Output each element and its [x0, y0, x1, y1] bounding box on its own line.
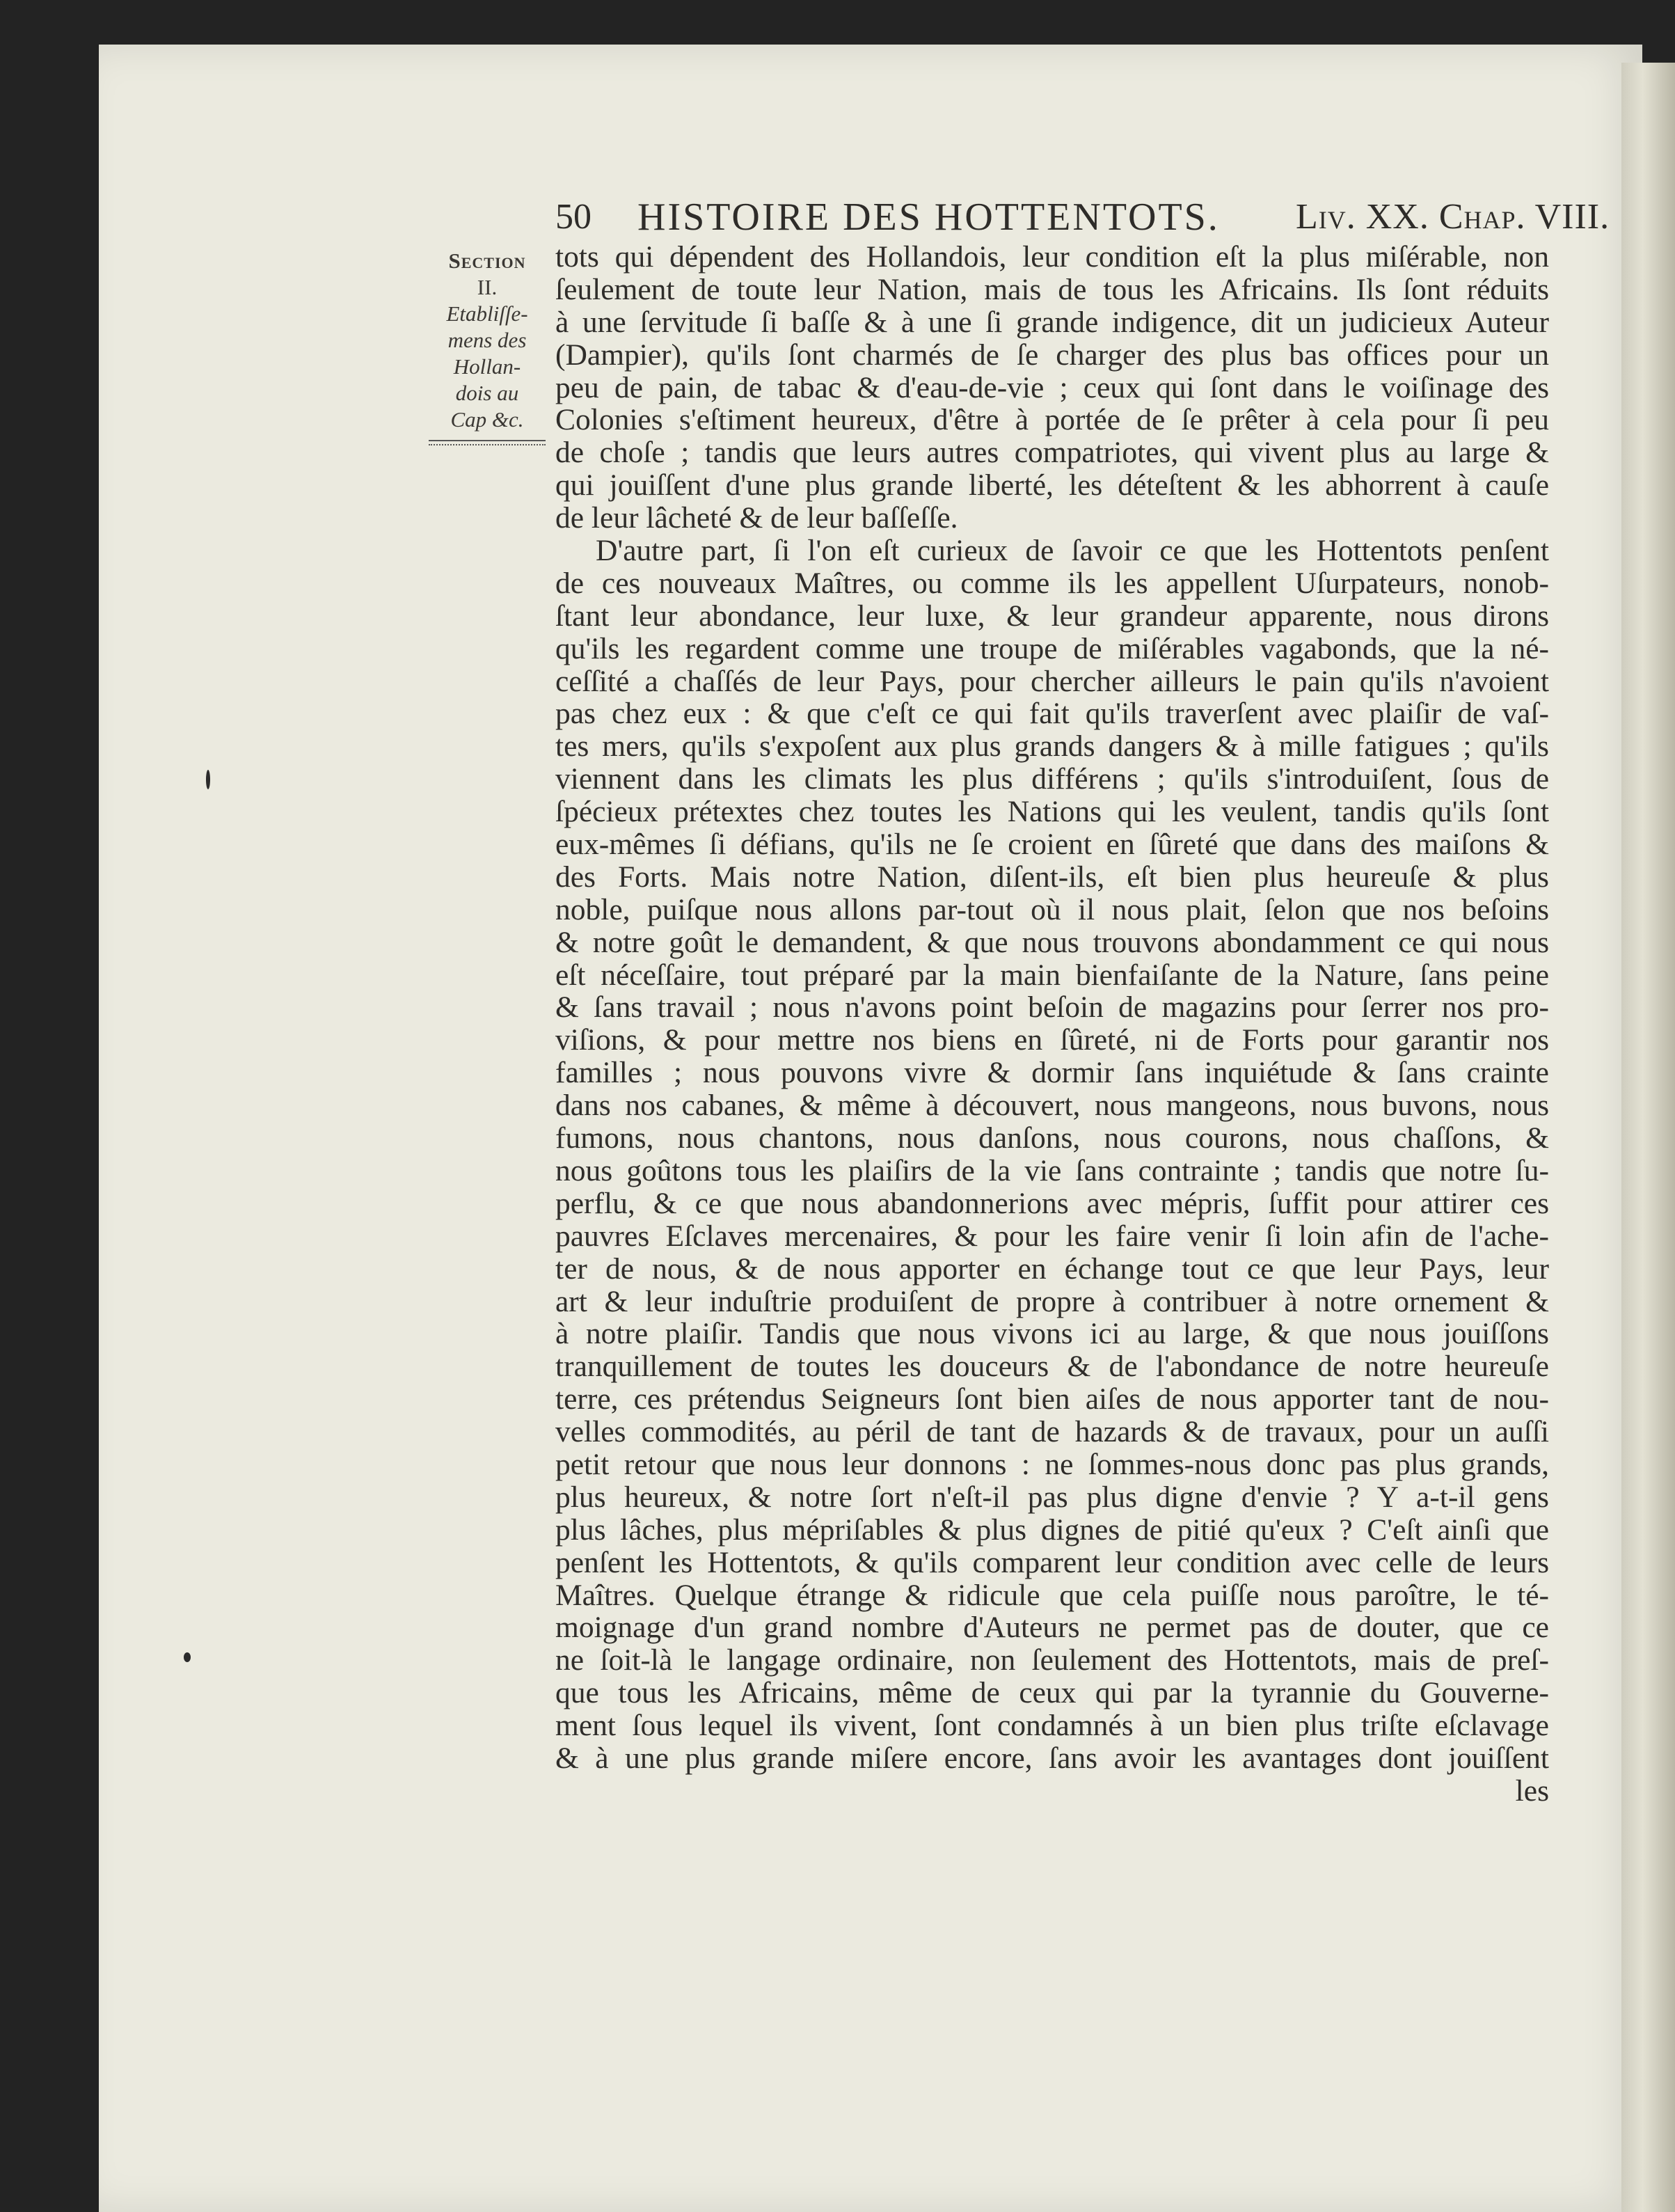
text-line: moignage d'un grand nombre d'Auteurs ne permet pas de douter, que ce — [555, 1611, 1549, 1645]
text-line: velles commodités, au péril de tant de hazards & de travaux, pour un auſſi — [555, 1415, 1549, 1449]
text-line: de leur lâcheté & de leur baſſeſſe. — [555, 501, 958, 535]
text-line: ceſſité a chaſſés de leur Pays, pour chercher ailleurs le pain qu'ils n'avoient — [555, 664, 1549, 698]
text-line: ment ſous lequel ils vivent, ſont condamnés à un bien plus triſte eſclavage — [555, 1709, 1549, 1743]
text-line: penſent les Hottentots, & qu'ils comparent leur condition avec celle de leurs — [555, 1545, 1549, 1579]
text-line: D'autre part, ſi l'on eſt curieux de ſavoir ce que les Hottentots penſent — [596, 534, 1549, 568]
text-line: pas chez eux : & que c'eſt ce qui fait qu'ils traverſent avec plaiſir de vaſ- — [555, 697, 1549, 731]
text-line: à une ſervitude ſi baſſe & à une ſi grande indigence, dit un judicieux Auteur — [555, 305, 1549, 339]
margin-rule — [429, 440, 546, 445]
margin-text-line: dois au — [455, 381, 519, 405]
text-line: ſeulement de toute leur Nation, mais de tous les Africains. Ils ſont réduits — [555, 272, 1549, 306]
text-line: plus heureux, & notre ſort n'eſt-il pas plus digne d'envie ? Y a-t-il gens — [555, 1480, 1549, 1514]
ink-speck — [184, 1652, 191, 1662]
text-line: dans nos cabanes, & même à découvert, nous mangeons, nous buvons, nous — [555, 1089, 1549, 1123]
text-line: peu de pain, de tabac & d'eau-de-vie ; ceux qui ſont dans le voiſinage des — [555, 370, 1549, 404]
text-line: que tous les Africains, même de ceux qui par la tyrannie du Gouverne- — [555, 1676, 1549, 1710]
running-title: HISTOIRE DES HOTTENTOTS. — [637, 196, 1220, 239]
text-line: ne ſoit-là le langage ordinaire, non ſeulement des Hottentots, mais de preſ- — [555, 1643, 1549, 1677]
text-line: plus lâches, plus mépriſables & plus dignes de pitié qu'eux ? C'eſt ainſi que — [555, 1512, 1549, 1547]
margin-note — [424, 248, 550, 445]
margin-section: Section — [448, 248, 526, 273]
text-line: nous goûtons tous les plaiſirs de la vie ſans contrainte ; tandis que notre ſu- — [555, 1153, 1549, 1187]
text-line: viennent dans les climats les plus différens ; qu'ils s'introduiſent, ſous de — [555, 762, 1549, 796]
ink-speck — [206, 770, 210, 789]
text-line: de ces nouveaux Maîtres, ou comme ils les appellent Uſurpateurs, nonob- — [555, 566, 1549, 600]
margin-text-line: Etabliſſe- — [446, 301, 528, 326]
body-text — [555, 241, 1549, 1808]
text-line: à notre plaiſir. Tandis que nous vivons ici au large, & que nous jouiſſons — [555, 1317, 1549, 1351]
text-line: perflu, & ce que nous abandonnerions avec mépris, ſuffit pour attirer ces — [555, 1186, 1549, 1220]
book-chapter: Liv. XX. Chap. VIII. — [1296, 197, 1610, 237]
text-line: ter de nous, & de nous apporter en échange tout ce que leur Pays, leur — [555, 1251, 1549, 1286]
margin-text-line: Hollan- — [453, 354, 521, 379]
text-line: noble, puiſque nous allons par-tout où il nous plait, ſelon que nos beſoins — [555, 892, 1549, 926]
text-line: pauvres Eſclaves mercenaires, & pour les faire venir ſi loin afin de l'ache- — [555, 1219, 1549, 1253]
text-line: terre, ces prétendus Seigneurs ſont bien aiſes de nous apporter tant de nou- — [555, 1382, 1549, 1416]
text-line: ſpécieux prétextes chez toutes les Nations qui les veulent, tandis qu'ils ſont — [555, 795, 1549, 829]
text-line: & ſans travail ; nous n'avons point beſoin de magazins pour ſerrer nos pro- — [555, 990, 1549, 1025]
margin-text-line: Cap &c. — [450, 407, 524, 432]
text-line: eſt néceſſaire, tout préparé par la main bienfaiſante de la Nature, ſans peine — [555, 958, 1549, 992]
text-line: tranquillement de toutes les douceurs & de l'abondance de notre heureuſe — [555, 1350, 1549, 1384]
text-line: tots qui dépendent des Hollandois, leur condition eſt la plus miſérable, non — [555, 240, 1549, 274]
text-line: viſions, & pour mettre nos biens en ſûreté, ni de Forts pour garantir nos — [555, 1023, 1549, 1057]
catchword: les — [1515, 1773, 1549, 1808]
text-line: eux-mêmes ſi défians, qu'ils ne ſe croient en ſûreté que dans des maiſons & — [555, 828, 1549, 862]
text-line: Colonies s'eſtiment heureux, d'être à portée de ſe prêter à cela pour ſi peu — [555, 403, 1549, 437]
text-line: Maîtres. Quelque étrange & ridicule que cela puiſſe nous paroître, le té- — [555, 1578, 1549, 1612]
text-line: art & leur induſtrie produiſent de propre à contribuer à notre ornement & — [555, 1284, 1549, 1318]
page-edge — [1621, 63, 1675, 2212]
text-line: des Forts. Mais notre Nation, diſent-ils, eſt bien plus heureuſe & plus — [555, 860, 1549, 894]
text-line: fumons, nous chantons, nous danſons, nous courons, nous chaſſons, & — [555, 1121, 1549, 1155]
running-header — [555, 192, 1610, 241]
text-line: familles ; nous pouvons vivre & dormir ſans inquiétude & ſans crainte — [555, 1056, 1549, 1090]
text-line: qui jouiſſent d'une plus grande liberté, les déteſtent & les abhorrent à cauſe — [555, 468, 1549, 503]
page-number: 50 — [555, 197, 592, 237]
margin-text-line: mens des — [447, 328, 527, 352]
text-line: de choſe ; tandis que leurs autres compatriotes, qui vivent plus au large & — [555, 436, 1549, 470]
text-line: & à une plus grande miſere encore, ſans avoir les avantages dont jouiſſent — [555, 1741, 1549, 1775]
text-line: ſtant leur abondance, leur luxe, & leur grandeur apparente, nous dirons — [555, 599, 1549, 633]
text-line: & notre goût le demandent, & que nous trouvons abondamment ce qui nous — [555, 925, 1549, 959]
margin-section-number: II. — [477, 275, 498, 299]
text-line: petit retour que nous leur donnons : ne ſommes-nous donc pas plus grands, — [555, 1447, 1549, 1481]
text-line: (Dampier), qu'ils ſont charmés de ſe charger des plus bas offices pour un — [555, 338, 1549, 372]
text-line: qu'ils les regardent comme une troupe de miſérables vagabonds, que la né- — [555, 631, 1549, 665]
text-line: tes mers, qu'ils s'expoſent aux plus grands dangers & à mille fatigues ; qu'ils — [555, 729, 1549, 764]
